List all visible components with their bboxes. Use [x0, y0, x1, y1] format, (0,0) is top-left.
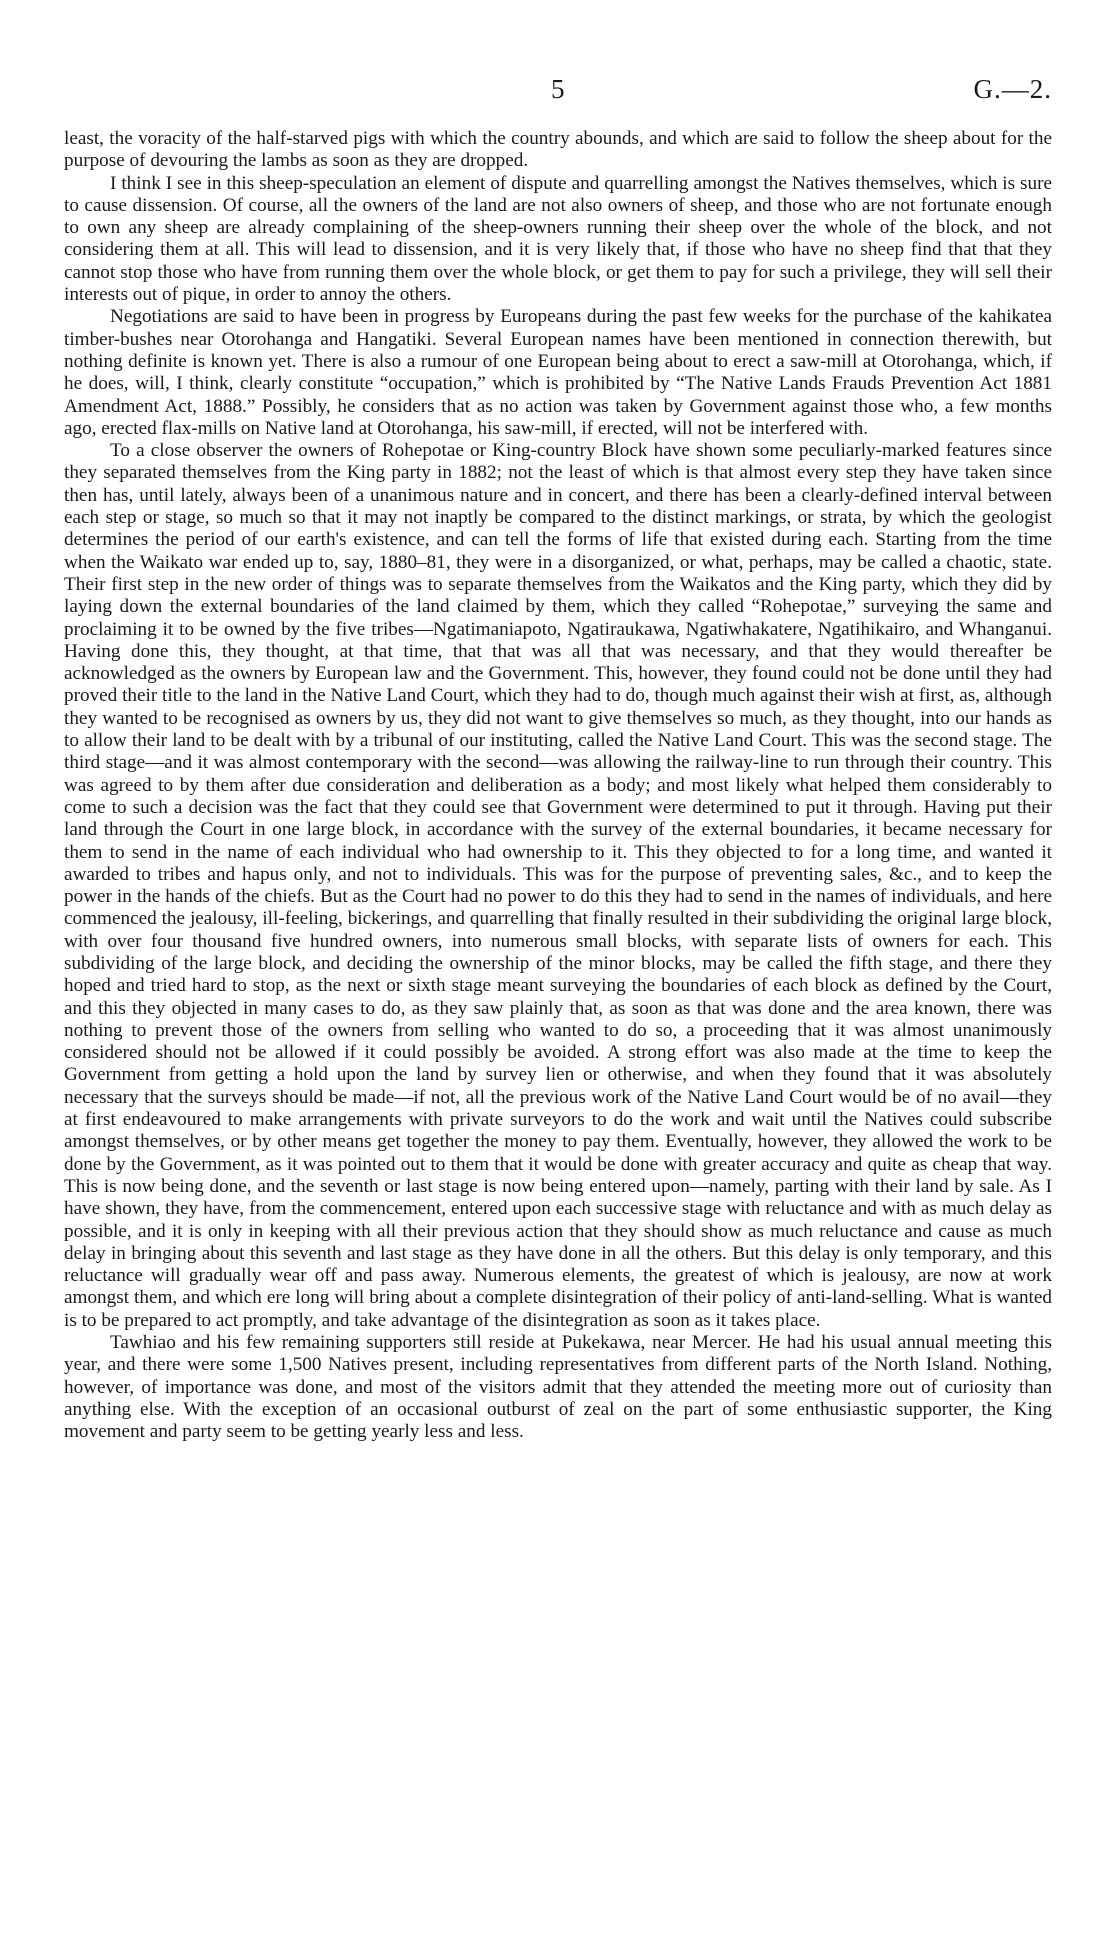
document-reference: G.—2. [973, 74, 1052, 104]
body-text [64, 128, 1052, 1444]
paragraph-negotiations: Negotiations are said to have been in progress by Europeans during the past few weeks for the purchase of the kahikatea timber-bushes near Otorohanga and Hangatiki. Several European names have been mentioned in connection therewith, but nothing definite is known yet. There is also a rumour of one European being about to erect a saw-mill at Otorohanga, which, if he does, will, I think, clearly constitute “occupation,” which is prohibited by “The Native Lands Frauds Prevention Act 1881 Amendment Act, 1888.” Possibly, he considers that as no action was taken by Government against those who, a few months ago, erected flax-mills on Native land at Otorohanga, his saw-mill, if erected, will not be interfered with. [64, 306, 1052, 439]
page [64, 60, 1052, 1444]
paragraph-rohepotae-stages: To a close observer the owners of Rohepotae or King-country Block have shown some peculiarly-marked features since they separated themselves from the King party in 1882; not the least of which is that almost every step they have taken since then has, until lately, always been of a unanimous nature and in concert, and there has been a clearly-defined interval between each step or stage, so much so that it may not inaptly be compared to the distinct markings, or strata, by which the geologist determines the period of our earth's existence, and can tell the forms of life that existed during each. Starting from the time when the Waikato war ended up to, say, 1880–81, they were in a disorganized, or what, perhaps, may be called a chaotic, state. Their first step in the new order of things was to separate themselves from the Waikatos and the King party, which they did by laying down the external boundaries of the land claimed by them, which they called “Rohepotae,” surveying the same and proclaiming it to be owned by the five tribes—Ngatimaniapoto, Ngatiraukawa, Ngatiwhakatere, Ngatihikairo, and Whanganui. Having done this, they thought, at that time, that that was all that was necessary, and that they would thereafter be acknowledged as the owners by European law and the Government. This, however, they found could not be done until they had proved their title to the land in the Native Land Court, which they had to do, though much against their wish at first, as, although they wanted to be recognised as owners by us, they did not want to give themselves so much, as they thought, into our hands as to allow their land to be dealt with by a tribunal of our instituting, called the Native Land Court. This was the second stage. The third stage—and it was almost contemporary with the second—was allowing the railway-line to run through their country. This was agreed to by them after due consideration and deliberation as a body; and most likely what helped them considerably to come to such a decision was the fact that they could see that Government were determined to put it through. Having put their land through the Court in one large block, in accordance with the survey of the external boundaries, it became necessary for them to send in the name of each individual who had ownership to it. This they objected to for a long time, and wanted it awarded to tribes and hapus only, and not to individuals. This was for the purpose of preventing sales, &c., and to keep the power in the hands of the chiefs. But as the Court had no power to do this they had to send in the names of individuals, and here commenced the jealousy, ill-feeling, bickerings, and quarrelling that finally resulted in their subdividing the original large block, with over four thousand five hundred owners, into numerous small blocks, with separate lists of owners for each. This subdividing of the large block, and deciding the ownership of the minor blocks, may be called the fifth stage, and there they hoped and tried hard to stop, as the next or sixth stage meant surveying the boundaries of each block as defined by the Court, and this they objected in many cases to do, as they saw plainly that, as soon as that was done and the area known, there was nothing to prevent those of the owners from selling who wanted to do so, a proceeding that it was almost unanimously considered should not be allowed if it could possibly be avoided. A strong effort was also made at the time to keep the Government from getting a hold upon the land by survey lien or otherwise, and when they found that it was absolutely necessary that the surveys should be made—if not, all the previous work of the Native Land Court would be of no avail—they at first endeavoured to make arrangements with private surveyors to do the work and wait until the Natives could subscribe amongst themselves, or by other means get together the money to pay them. Eventually, however, they allowed the work to be done by the Government, as it was pointed out to them that it would be done with greater accuracy and quite as cheap that way. This is now being done, and the seventh or last stage is now being entered upon—namely, parting with their land by sale. As I have shown, they have, from the commencement, entered upon each successive stage with reluctance and with as much delay as possible, and it is only in keeping with all their previous action that they should show as much reluctance and cause as much delay in bringing about this seventh and last stage as they have done in all the others. But this delay is only temporary, and this reluctance will gradually wear off and pass away. Numerous elements, the greatest of which is jealousy, are now at work amongst them, and which ere long will bring about a complete disintegration of their policy of anti-land-selling. What is wanted is to be prepared to act promptly, and take advantage of the disintegration as soon as it takes place. [64, 440, 1052, 1331]
paragraph-sheep-speculation: I think I see in this sheep-speculation an element of dispute and quarrelling amongst the Natives themselves, which is sure to cause dissension. Of course, all the owners of the land are not also owners of sheep, and those who are not fortunate enough to own any sheep are already complaining of the sheep-owners running their sheep over the whole of the block, and not considering them at all. This will lead to dissension, and it is very likely that, if those who have no sheep find that that they cannot stop those who have from running them over the whole block, or get them to pay for such a privilege, they will sell their interests out of pique, in order to annoy the others. [64, 172, 1052, 306]
page-number: 5 [551, 74, 565, 104]
paragraph-tawhiao: Tawhiao and his few remaining supporters still reside at Pukekawa, near Mercer. He had his usual annual meeting this year, and there were some 1,500 Natives present, including representatives from different parts of the North Island. Nothing, however, of importance was done, and most of the visitors admit that they attended the meeting more out of curiosity than anything else. With the exception of an occasional outburst of zeal on the part of some enthusiastic supporter, the King movement and party seem to be getting yearly less and less. [64, 1332, 1052, 1443]
paragraph-continued: least, the voracity of the half-starved pigs with which the country abounds, and which are said to follow the sheep about for the purpose of devouring the lambs as soon as they are dropped. [64, 128, 1052, 172]
page-header [64, 60, 1052, 108]
